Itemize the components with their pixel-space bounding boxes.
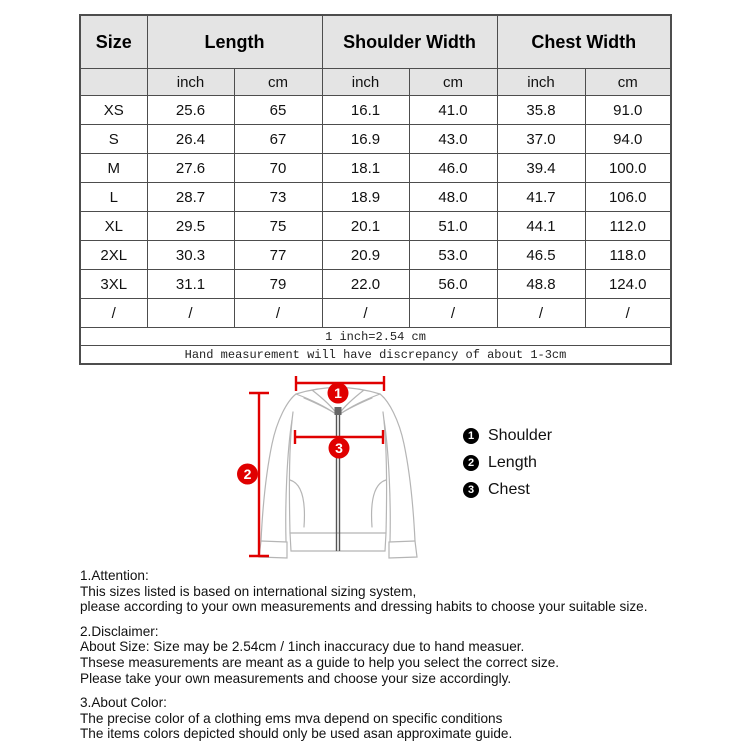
size-label: M bbox=[80, 154, 147, 183]
cell: 46.0 bbox=[409, 154, 497, 183]
cell: 43.0 bbox=[409, 125, 497, 154]
note-line: The precise color of a clothing ems mva depend on specific conditions bbox=[80, 710, 503, 726]
attention-section bbox=[80, 568, 690, 615]
cell: 124.0 bbox=[585, 270, 671, 299]
cell: 44.1 bbox=[497, 212, 585, 241]
col-header-chest-width: Chest Width bbox=[497, 15, 671, 69]
cell: 18.1 bbox=[322, 154, 409, 183]
cell: 79 bbox=[234, 270, 322, 299]
attention-heading: 1.Attention: bbox=[80, 568, 149, 583]
cell: 41.0 bbox=[409, 96, 497, 125]
note-line: Please take your own measurements and choose your size accordingly. bbox=[80, 670, 512, 686]
cell: 91.0 bbox=[585, 96, 671, 125]
legend-item-shoulder bbox=[463, 422, 552, 449]
cell: / bbox=[585, 299, 671, 328]
subheader-chest-inch: inch bbox=[497, 69, 585, 96]
cell: 46.5 bbox=[497, 241, 585, 270]
size-label: XL bbox=[80, 212, 147, 241]
size-label: L bbox=[80, 183, 147, 212]
cell: 27.6 bbox=[147, 154, 234, 183]
cell: 20.1 bbox=[322, 212, 409, 241]
subheader-length-cm: cm bbox=[234, 69, 322, 96]
table-row bbox=[80, 212, 671, 241]
cell: 70 bbox=[234, 154, 322, 183]
cell: 73 bbox=[234, 183, 322, 212]
cell: 18.9 bbox=[322, 183, 409, 212]
about-color-section bbox=[80, 695, 690, 742]
footnote-disclaimer: Hand measurement will have discrepancy of about 1-3cm bbox=[80, 346, 671, 365]
size-label: XS bbox=[80, 96, 147, 125]
note-line: About Size: Size may be 2.54cm / 1inch inaccuracy due to hand measuer. bbox=[80, 639, 525, 655]
cell: 35.8 bbox=[497, 96, 585, 125]
cell: 30.3 bbox=[147, 241, 234, 270]
cell: 39.4 bbox=[497, 154, 585, 183]
legend-item-chest bbox=[463, 476, 552, 503]
cell: 77 bbox=[234, 241, 322, 270]
table-row bbox=[80, 125, 671, 154]
subheader-chest-cm: cm bbox=[585, 69, 671, 96]
chest-marker-number: 3 bbox=[335, 440, 343, 456]
cell: 41.7 bbox=[497, 183, 585, 212]
cell: 75 bbox=[234, 212, 322, 241]
cell: / bbox=[147, 299, 234, 328]
about-color-heading: 3.About Color: bbox=[80, 695, 167, 711]
cell: 29.5 bbox=[147, 212, 234, 241]
circled-number-icon: 2 bbox=[463, 455, 479, 471]
cell: 25.6 bbox=[147, 96, 234, 125]
cell: 48.8 bbox=[497, 270, 585, 299]
cell: / bbox=[497, 299, 585, 328]
table-footnote-conversion-row bbox=[80, 328, 671, 346]
table-row bbox=[80, 241, 671, 270]
cell: 56.0 bbox=[409, 270, 497, 299]
subheader-length-inch: inch bbox=[147, 69, 234, 96]
circled-number-icon: 1 bbox=[463, 428, 479, 444]
shoulder-marker-number: 1 bbox=[334, 385, 342, 401]
table-row bbox=[80, 299, 671, 328]
cell: 20.9 bbox=[322, 241, 409, 270]
footnote-conversion: 1 inch=2.54 cm bbox=[80, 328, 671, 346]
subheader-empty bbox=[80, 69, 147, 96]
table-subheader-row bbox=[80, 69, 671, 96]
cell: 100.0 bbox=[585, 154, 671, 183]
cell: / bbox=[234, 299, 322, 328]
cell: 22.0 bbox=[322, 270, 409, 299]
size-label: 3XL bbox=[80, 270, 147, 299]
subheader-shoulder-inch: inch bbox=[322, 69, 409, 96]
legend-label: Chest bbox=[488, 480, 530, 498]
cell: / bbox=[322, 299, 409, 328]
size-label: S bbox=[80, 125, 147, 154]
cell: 65 bbox=[234, 96, 322, 125]
cell: 16.1 bbox=[322, 96, 409, 125]
cell: 112.0 bbox=[585, 212, 671, 241]
subheader-shoulder-cm: cm bbox=[409, 69, 497, 96]
table-row bbox=[80, 154, 671, 183]
cell: 118.0 bbox=[585, 241, 671, 270]
legend-item-length bbox=[463, 449, 552, 476]
cell: 37.0 bbox=[497, 125, 585, 154]
measurement-legend bbox=[463, 422, 552, 503]
cell: 67 bbox=[234, 125, 322, 154]
notes-block bbox=[80, 568, 690, 750]
cell: 106.0 bbox=[585, 183, 671, 212]
cell: 28.7 bbox=[147, 183, 234, 212]
note-line: Thsese measurements are meant as a guide to help you select the correct size. bbox=[80, 654, 560, 670]
col-header-shoulder-width: Shoulder Width bbox=[322, 15, 497, 69]
cell: 31.1 bbox=[147, 270, 234, 299]
cell: 16.9 bbox=[322, 125, 409, 154]
disclaimer-heading: 2.Disclaimer: bbox=[80, 623, 159, 639]
table-footnote-disclaimer-row bbox=[80, 346, 671, 365]
cell: 48.0 bbox=[409, 183, 497, 212]
length-marker-number: 2 bbox=[243, 466, 252, 482]
col-header-length: Length bbox=[147, 15, 322, 69]
legend-label: Shoulder bbox=[488, 426, 553, 444]
cell: / bbox=[409, 299, 497, 328]
cell: 94.0 bbox=[585, 125, 671, 154]
table-row bbox=[80, 183, 671, 212]
size-label: / bbox=[80, 299, 147, 328]
zipper-icon bbox=[335, 407, 342, 551]
hoodie-measurement-diagram bbox=[235, 370, 470, 565]
size-table bbox=[79, 14, 672, 365]
circled-number-icon: 3 bbox=[463, 482, 479, 498]
cell: 26.4 bbox=[147, 125, 234, 154]
measure-markers bbox=[237, 383, 350, 485]
size-label: 2XL bbox=[80, 241, 147, 270]
table-row bbox=[80, 96, 671, 125]
note-line: The items colors depicted should only be used asan approximate guide. bbox=[80, 726, 513, 742]
col-header-size: Size bbox=[80, 15, 147, 69]
table-header-row bbox=[80, 15, 671, 69]
note-line: This sizes listed is based on international sizing system, bbox=[80, 583, 417, 599]
note-line: please according to your own measurements and dressing habits to choose your suitable size. bbox=[80, 599, 648, 615]
table-row bbox=[80, 270, 671, 299]
disclaimer-section bbox=[80, 624, 690, 686]
cell: 51.0 bbox=[409, 212, 497, 241]
legend-label: Length bbox=[488, 453, 537, 471]
cell: 53.0 bbox=[409, 241, 497, 270]
